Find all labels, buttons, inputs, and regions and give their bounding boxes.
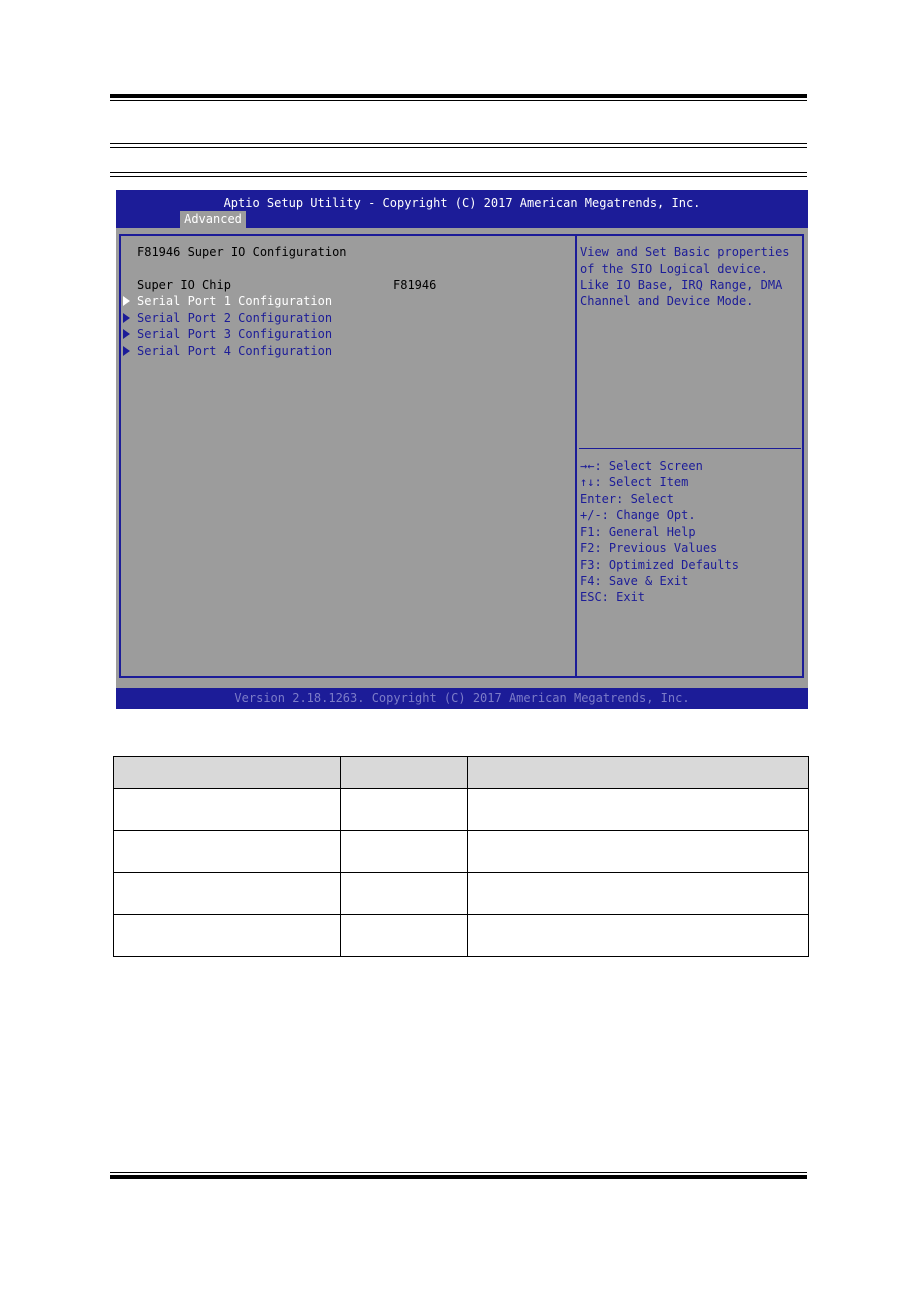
tab-advanced[interactable]: Advanced [180, 211, 246, 228]
table-cell [468, 789, 809, 831]
table-header-cell [341, 757, 468, 789]
key-hint: ↑↓: Select Item [580, 475, 689, 489]
page-heading: F81946 Super IO Configuration [137, 245, 347, 259]
header-rule-thin [110, 100, 807, 101]
section-rule-top-1 [110, 143, 807, 144]
help-text-line: of the SIO Logical device. [580, 262, 768, 276]
submenu-serial-port-4[interactable]: Serial Port 4 Configuration [137, 344, 333, 358]
key-hint: →←: Select Screen [580, 459, 703, 473]
table-header-cell [468, 757, 809, 789]
bios-version: Version 2.18.1263. Copyright (C) 2017 American Megatrends, Inc. [234, 691, 690, 705]
table-cell [114, 873, 341, 915]
table-row [114, 789, 809, 831]
table-cell [341, 789, 468, 831]
section-rule-bottom-1 [110, 172, 807, 173]
footer-rule-thin [110, 1172, 807, 1173]
bios-screen [116, 190, 808, 709]
table-header-row [114, 757, 809, 789]
table-header-cell [114, 757, 341, 789]
table-cell [114, 831, 341, 873]
submenu-serial-port-1[interactable]: Serial Port 1 Configuration [137, 294, 333, 308]
bios-footer [116, 688, 808, 709]
table-cell [468, 831, 809, 873]
section-rule-top-2 [110, 147, 807, 148]
table-cell [468, 915, 809, 957]
help-text-line: Like IO Base, IRQ Range, DMA [580, 278, 783, 292]
footer-rule-thick [110, 1175, 807, 1179]
help-text-line: Channel and Device Mode. [580, 294, 754, 308]
submenu-arrow-icon [123, 313, 130, 323]
submenu-arrow-icon [123, 329, 130, 339]
table-cell [341, 873, 468, 915]
table-cell [468, 873, 809, 915]
key-hint: F1: General Help [580, 525, 696, 539]
key-hint: +/-: Change Opt. [580, 508, 696, 522]
bios-title: Aptio Setup Utility - Copyright (C) 2017 American Megatrends, Inc. [223, 196, 701, 210]
help-keys-divider [579, 448, 801, 449]
submenu-arrow-icon [123, 346, 130, 356]
submenu-serial-port-2[interactable]: Serial Port 2 Configuration [137, 311, 333, 325]
section-rule-bottom-2 [110, 176, 807, 177]
table-cell [341, 831, 468, 873]
table-cell [114, 789, 341, 831]
key-hint: Enter: Select [580, 492, 674, 506]
key-hint: F2: Previous Values [580, 541, 718, 555]
submenu-serial-port-3[interactable]: Serial Port 3 Configuration [137, 327, 333, 341]
key-hint: ESC: Exit [580, 590, 646, 604]
header-rule-thick [110, 94, 807, 98]
table-cell [341, 915, 468, 957]
table-cell [114, 915, 341, 957]
submenu-arrow-icon [123, 296, 130, 306]
bios-header [116, 190, 808, 228]
help-text-line: View and Set Basic properties [580, 245, 790, 259]
key-hint: F3: Optimized Defaults [580, 558, 739, 572]
super-io-chip-label: Super IO Chip [137, 278, 231, 292]
options-table [113, 756, 809, 957]
super-io-chip-value: F81946 [393, 278, 437, 292]
table-row [114, 831, 809, 873]
table-row [114, 873, 809, 915]
key-hint: F4: Save & Exit [580, 574, 689, 588]
bios-panel-divider [575, 234, 577, 678]
table-row [114, 915, 809, 957]
